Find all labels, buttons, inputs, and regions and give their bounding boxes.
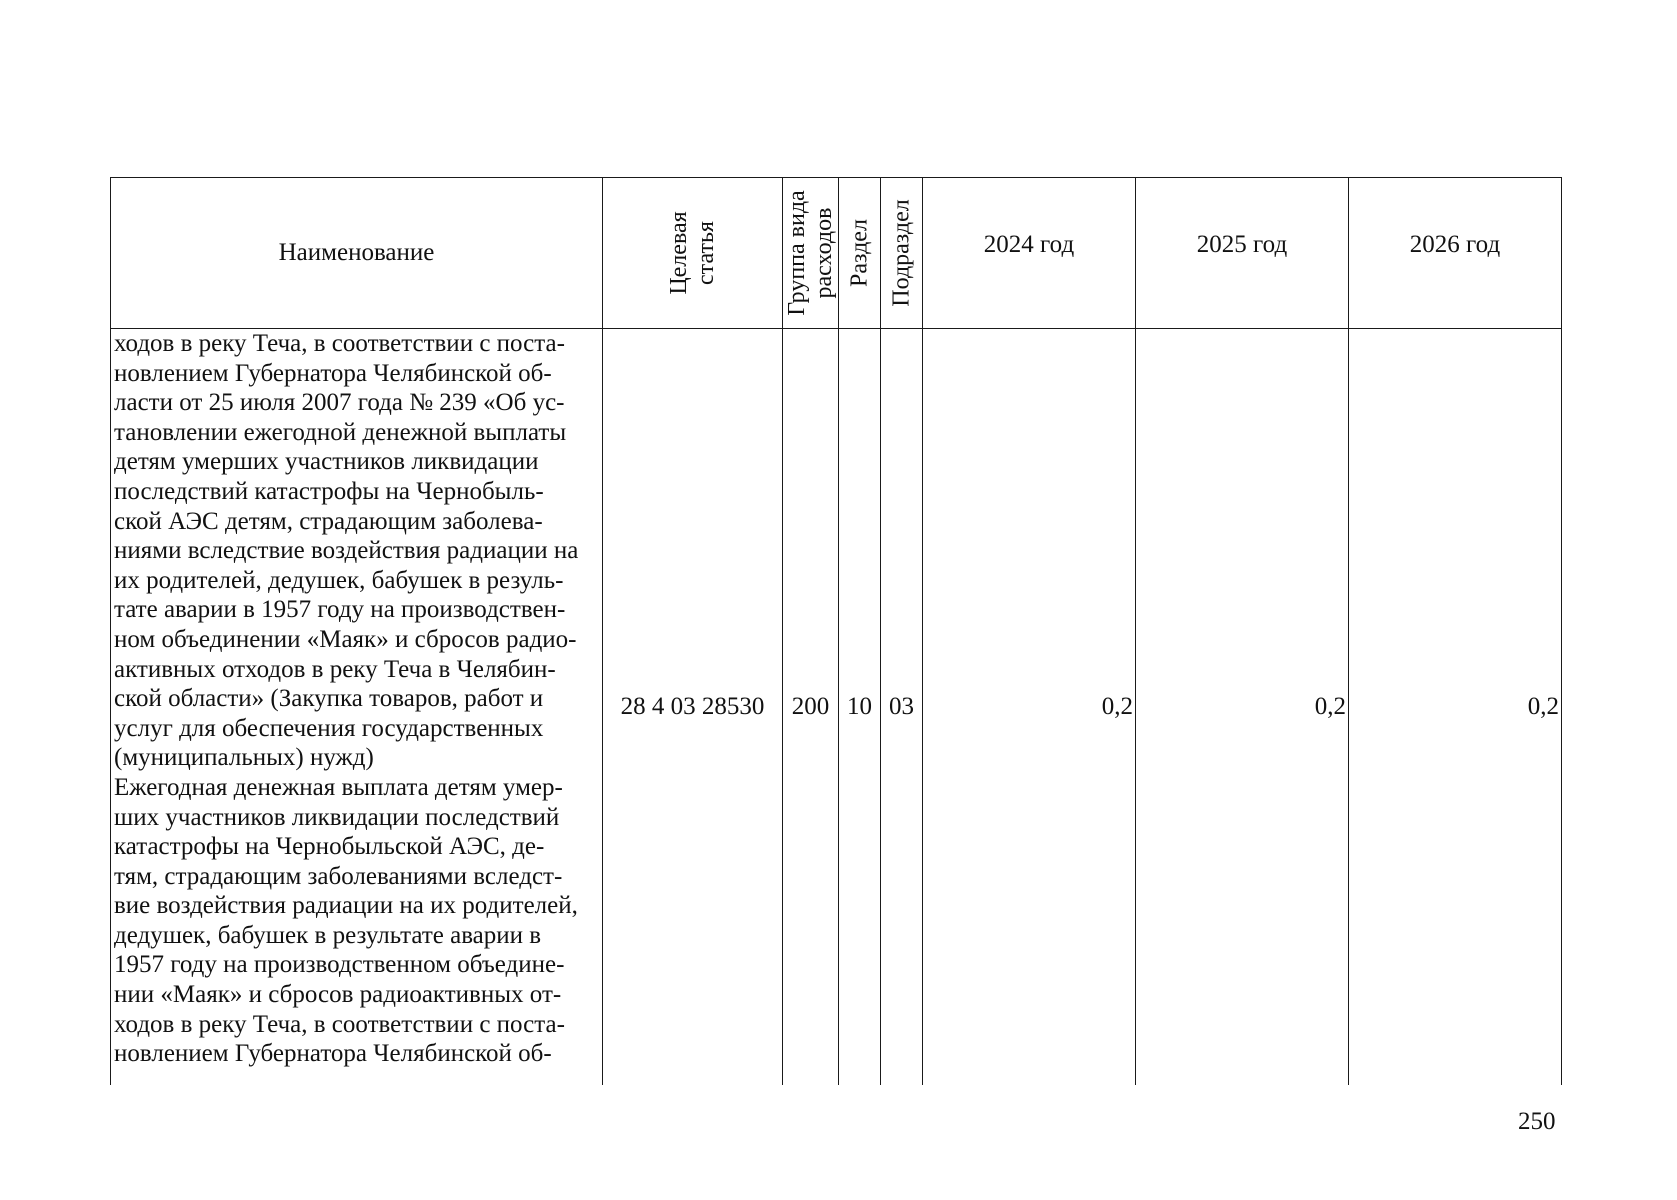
header-year-2024-label: 2024 год (983, 231, 1075, 259)
header-subsection-label: Подраздел (888, 199, 914, 307)
page-number: 250 (1518, 1108, 1556, 1135)
budget-table (110, 177, 1562, 1085)
row-value-2024: 0,2 (923, 329, 1136, 1086)
header-section-label: Раздел (846, 219, 872, 287)
header-target-article (603, 178, 783, 329)
header-name (111, 178, 603, 329)
header-target-article-label: Целевая статья (665, 211, 719, 295)
row-section: 10 (839, 329, 881, 1086)
header-name-label: Наименование (278, 239, 435, 267)
header-year-2026 (1349, 178, 1562, 329)
header-year-2024 (923, 178, 1136, 329)
row-subsection: 03 (881, 329, 923, 1086)
row-name-text: ходов в реку Теча, в соответствии с поста- новлением Губернатора Челябинской об- ласти от 25 июля 2007 года № 239 «Об ус- тановлении ежегодной денежной выплаты детям умерших участников ликвидации последствий катастрофы на Чернобыль- ской АЭС детям, страдающим заболева- ниями вследствие воздействия радиации на их родителей, дедушек, бабушек в резуль- тате аварии в 1957 году на производствен- ном объединении «Маяк» и сбросов радио- активных отходов в реку Теча в Челябин- ской области» (Закупка товаров, работ и услуг для обеспечения государственных (муниципальных) нужд) Ежегодная денежная выплата детям умер- ших участников ликвидации последствий катастрофы на Чернобыльской АЭС, де- тям, страдающим заболеваниями вследст- вие воздействия радиации на их родителей, дедушек, бабушек в результате аварии в 1957 году на производственном объедине- нии «Маяк» и сбросов радиоактивных от- ходов в реку Теча, в соответствии с поста- новлением Губернатора Челябинской об- (114, 330, 579, 1068)
header-expense-group-label: Группа вида расходов (783, 190, 837, 316)
row-target-article: 28 4 03 28530 (603, 329, 783, 1086)
row-value-2025: 0,2 (1136, 329, 1349, 1086)
table-header-row (111, 178, 1562, 329)
table-row (111, 329, 1562, 1086)
row-value-2026: 0,2 (1349, 329, 1562, 1086)
header-year-2026-label: 2026 год (1409, 231, 1501, 259)
header-subsection (881, 178, 923, 329)
header-section (839, 178, 881, 329)
header-expense-group (783, 178, 839, 329)
row-name-cell (111, 329, 603, 1086)
header-year-2025-label: 2025 год (1196, 231, 1288, 259)
header-year-2025 (1136, 178, 1349, 329)
row-expense-group: 200 (783, 329, 839, 1086)
